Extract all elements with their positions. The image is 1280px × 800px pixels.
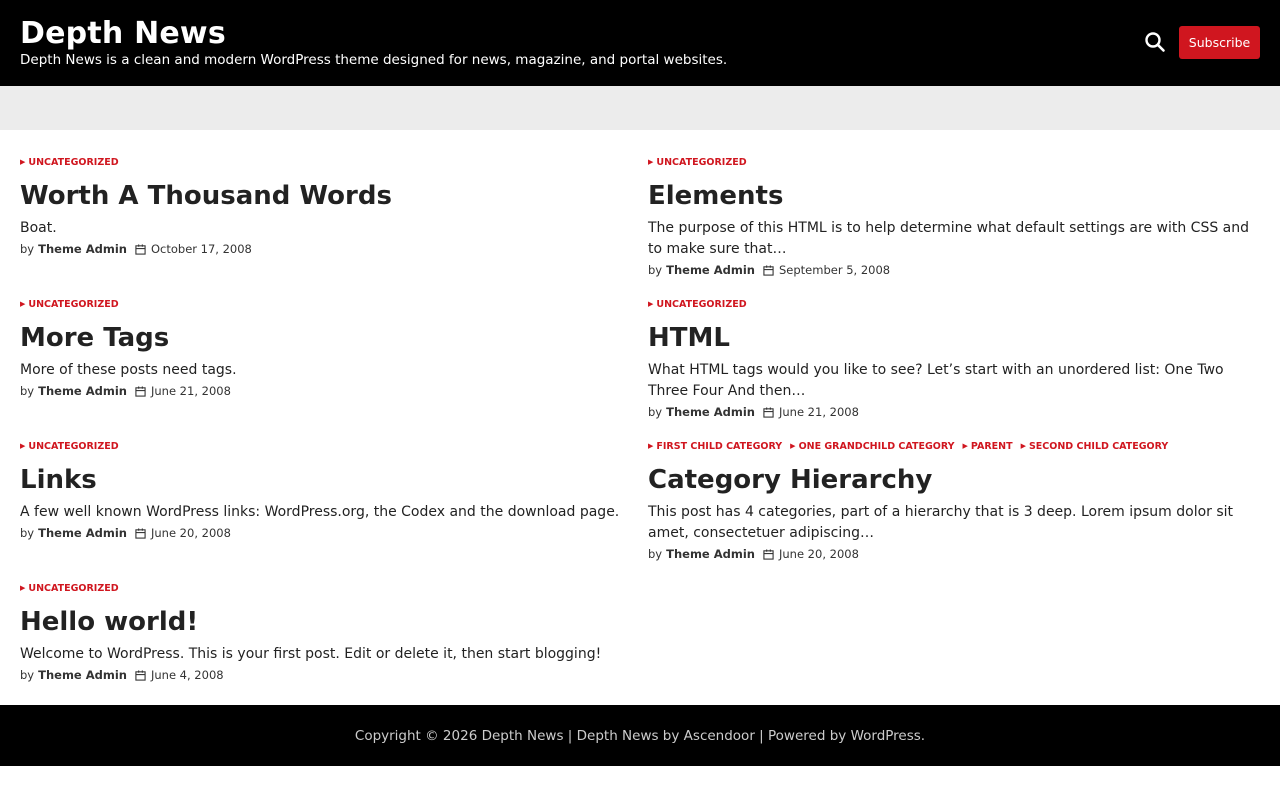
category-label: UNCATEGORIZED [28,156,119,168]
author-link[interactable]: Theme Admin [666,547,755,561]
post-meta [20,239,636,259]
author-link[interactable]: Theme Admin [38,668,127,682]
by-label: by [20,526,35,540]
post-date[interactable]: October 17, 2008 [150,242,252,256]
footer-powered: Powered by [768,727,851,744]
triangle-right-icon: ▶ [790,442,796,450]
post-title[interactable]: Links [20,465,97,495]
calendar-icon [763,407,774,418]
triangle-right-icon: ▶ [648,442,654,450]
author-link[interactable]: Theme Admin [666,263,755,277]
triangle-right-icon: ▶ [20,300,26,308]
post-meta [20,523,636,543]
post-date[interactable]: June 20, 2008 [150,526,231,540]
post-excerpt: More of these posts need tags. [20,362,237,378]
post-card [20,155,636,259]
calendar-icon [135,528,146,539]
post-excerpt: This post has 4 categories, part of a hierarchy that is 3 deep. Lorem ipsum dolor sit amet, consectetuer adipiscing… [648,504,1234,541]
search-icon[interactable] [1143,30,1167,54]
category-label: UNCATEGORIZED [656,298,747,310]
post-date[interactable]: June 4, 2008 [150,668,224,682]
post-date[interactable]: June 21, 2008 [150,384,231,398]
category-link[interactable] [648,441,782,452]
header-band [0,86,1280,130]
post-meta [648,260,1264,280]
triangle-right-icon: ▶ [648,300,654,308]
triangle-right-icon: ▶ [648,158,654,166]
footer-wordpress-link[interactable]: WordPress [850,727,921,744]
post-date[interactable]: June 20, 2008 [778,547,859,561]
post-card [20,297,636,401]
post-title[interactable]: Worth A Thousand Words [20,181,392,211]
footer-site-link[interactable]: Depth News [481,727,564,744]
post-meta [648,544,1264,564]
footer-author-link[interactable]: Ascendoor [683,727,755,744]
calendar-icon [763,549,774,560]
category-link[interactable] [20,299,119,310]
post-categories [20,439,636,453]
author-link[interactable]: Theme Admin [666,405,755,419]
post-card [648,439,1264,564]
category-label: SECOND CHILD CATEGORY [1028,440,1169,452]
site-tagline: Depth News is a clean and modern WordPress theme designed for news, magazine, and portal websites. [20,52,728,68]
by-label: by [648,547,663,561]
by-label: by [648,263,663,277]
author-link[interactable]: Theme Admin [38,526,127,540]
post-categories [648,155,1264,169]
category-link[interactable] [1021,441,1169,452]
post-categories [648,297,1264,311]
footer-credits [355,728,925,744]
post-card [20,581,636,685]
post-date[interactable]: September 5, 2008 [778,263,891,277]
category-label: UNCATEGORIZED [28,440,119,452]
category-link[interactable] [20,441,119,452]
post-excerpt: A few well known WordPress links: WordPress.org, the Codex and the download page. [20,504,620,520]
post-title[interactable]: Category Hierarchy [648,465,933,495]
post-title[interactable]: Hello world! [20,607,199,637]
category-link[interactable] [648,157,747,168]
post-title[interactable]: More Tags [20,323,170,353]
triangle-right-icon: ▶ [20,584,26,592]
post-card [20,439,636,543]
by-label: by [20,242,35,256]
category-link[interactable] [963,441,1013,452]
post-excerpt: What HTML tags would you like to see? Let’s start with an unordered list: One Two Three Four And then… [648,362,1224,399]
author-link[interactable]: Theme Admin [38,384,127,398]
category-label: UNCATEGORIZED [656,156,747,168]
category-label: FIRST CHILD CATEGORY [656,440,783,452]
triangle-right-icon: ▶ [20,158,26,166]
post-excerpt: The purpose of this HTML is to help determine what default settings are with CSS and to make sure that… [648,220,1250,257]
triangle-right-icon: ▶ [20,442,26,450]
calendar-icon [135,670,146,681]
triangle-right-icon: ▶ [1020,442,1026,450]
footer-separator: | [754,727,769,744]
site-title[interactable]: Depth News [20,16,226,51]
post-categories [20,155,636,169]
calendar-icon [135,386,146,397]
author-link[interactable]: Theme Admin [38,242,127,256]
footer-by: by [658,727,684,744]
calendar-icon [135,244,146,255]
post-title[interactable]: Elements [648,181,784,211]
footer-theme-name: Depth News [576,727,659,744]
by-label: by [20,384,35,398]
footer-period: . [920,727,926,744]
category-link[interactable] [20,157,119,168]
post-date[interactable]: June 21, 2008 [778,405,859,419]
post-categories [20,297,636,311]
category-link[interactable] [790,441,954,452]
footer-separator: | [563,727,577,744]
category-label: PARENT [970,440,1013,452]
post-title[interactable]: HTML [648,323,730,353]
category-link[interactable] [648,299,747,310]
triangle-right-icon: ▶ [962,442,968,450]
category-label: UNCATEGORIZED [28,582,119,594]
post-categories [20,581,636,595]
site-footer [0,705,1280,766]
category-link[interactable] [20,583,119,594]
category-label: UNCATEGORIZED [28,298,119,310]
post-card [648,297,1264,422]
post-meta [648,402,1264,422]
post-meta [20,665,636,685]
post-card [648,155,1264,280]
copyright-text: Copyright © 2026 [354,727,482,744]
site-header [0,0,1280,86]
post-excerpt: Welcome to WordPress. This is your first post. Edit or delete it, then start blogging! [20,646,602,662]
calendar-icon [763,265,774,276]
category-label: ONE GRANDCHILD CATEGORY [798,440,955,452]
post-excerpt: Boat. [20,220,57,236]
by-label: by [20,668,35,682]
by-label: by [648,405,663,419]
post-meta [20,381,636,401]
post-categories [648,439,1264,453]
subscribe-button[interactable]: Subscribe [1179,26,1260,59]
